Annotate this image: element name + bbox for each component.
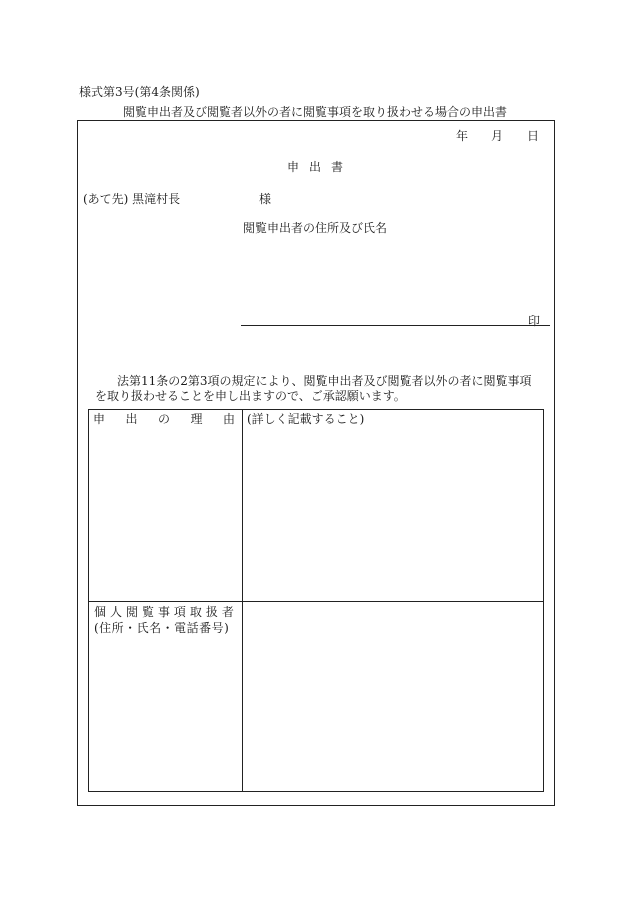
handler-label-char: 覧 <box>141 605 154 619</box>
reason-label-char: 由 <box>222 412 235 426</box>
reason-label-char: 申 <box>93 412 106 426</box>
reason-label-char: 出 <box>125 412 138 426</box>
honorific: 様 <box>259 192 272 206</box>
reason-label <box>93 413 235 425</box>
applicant-address-name-label: 閲覧申出者の住所及び氏名 <box>243 221 388 235</box>
handler-label-char: 項 <box>173 605 186 619</box>
date-month-label: 月 <box>491 129 504 143</box>
handler-label <box>94 606 234 634</box>
form-heading: 申出書 <box>287 160 354 174</box>
form-number: 様式第3号(第4条関係) <box>79 85 200 99</box>
handler-label-line1 <box>94 606 234 618</box>
handler-label-char: 人 <box>109 605 122 619</box>
recipient: (あて先) 黒滝村長 <box>83 192 181 206</box>
handler-label-char: 者 <box>221 605 234 619</box>
reason-label-char: の <box>157 412 170 426</box>
reason-hint: (詳しく記載すること) <box>247 412 365 426</box>
request-table <box>88 409 544 792</box>
handler-label-char: 閲 <box>125 605 138 619</box>
seal-mark: 印 <box>528 314 541 328</box>
handler-field[interactable] <box>247 606 537 786</box>
request-statement: 法第11条の2第3項の規定により、閲覧申出者及び閲覧者以外の者に閲覧事項を取り扱わせることを申し出ますので、ご承認願います。 <box>95 374 532 403</box>
handler-label-char: 個 <box>94 605 107 619</box>
signature-line <box>241 325 550 326</box>
date-year-label: 年 <box>456 129 469 143</box>
document-title: 閲覧申出者及び閲覧者以外の者に閲覧事項を取り扱わせる場合の申出書 <box>123 105 508 119</box>
table-row-divider <box>89 601 543 602</box>
reason-label-char: 理 <box>190 412 203 426</box>
handler-label-char: 事 <box>157 605 170 619</box>
handler-label-line2: (住所・氏名・電話番号) <box>94 621 230 635</box>
reason-field[interactable] <box>247 430 537 595</box>
handler-label-char: 取 <box>189 605 202 619</box>
date-day-label: 日 <box>527 129 540 143</box>
handler-label-char: 扱 <box>205 605 218 619</box>
